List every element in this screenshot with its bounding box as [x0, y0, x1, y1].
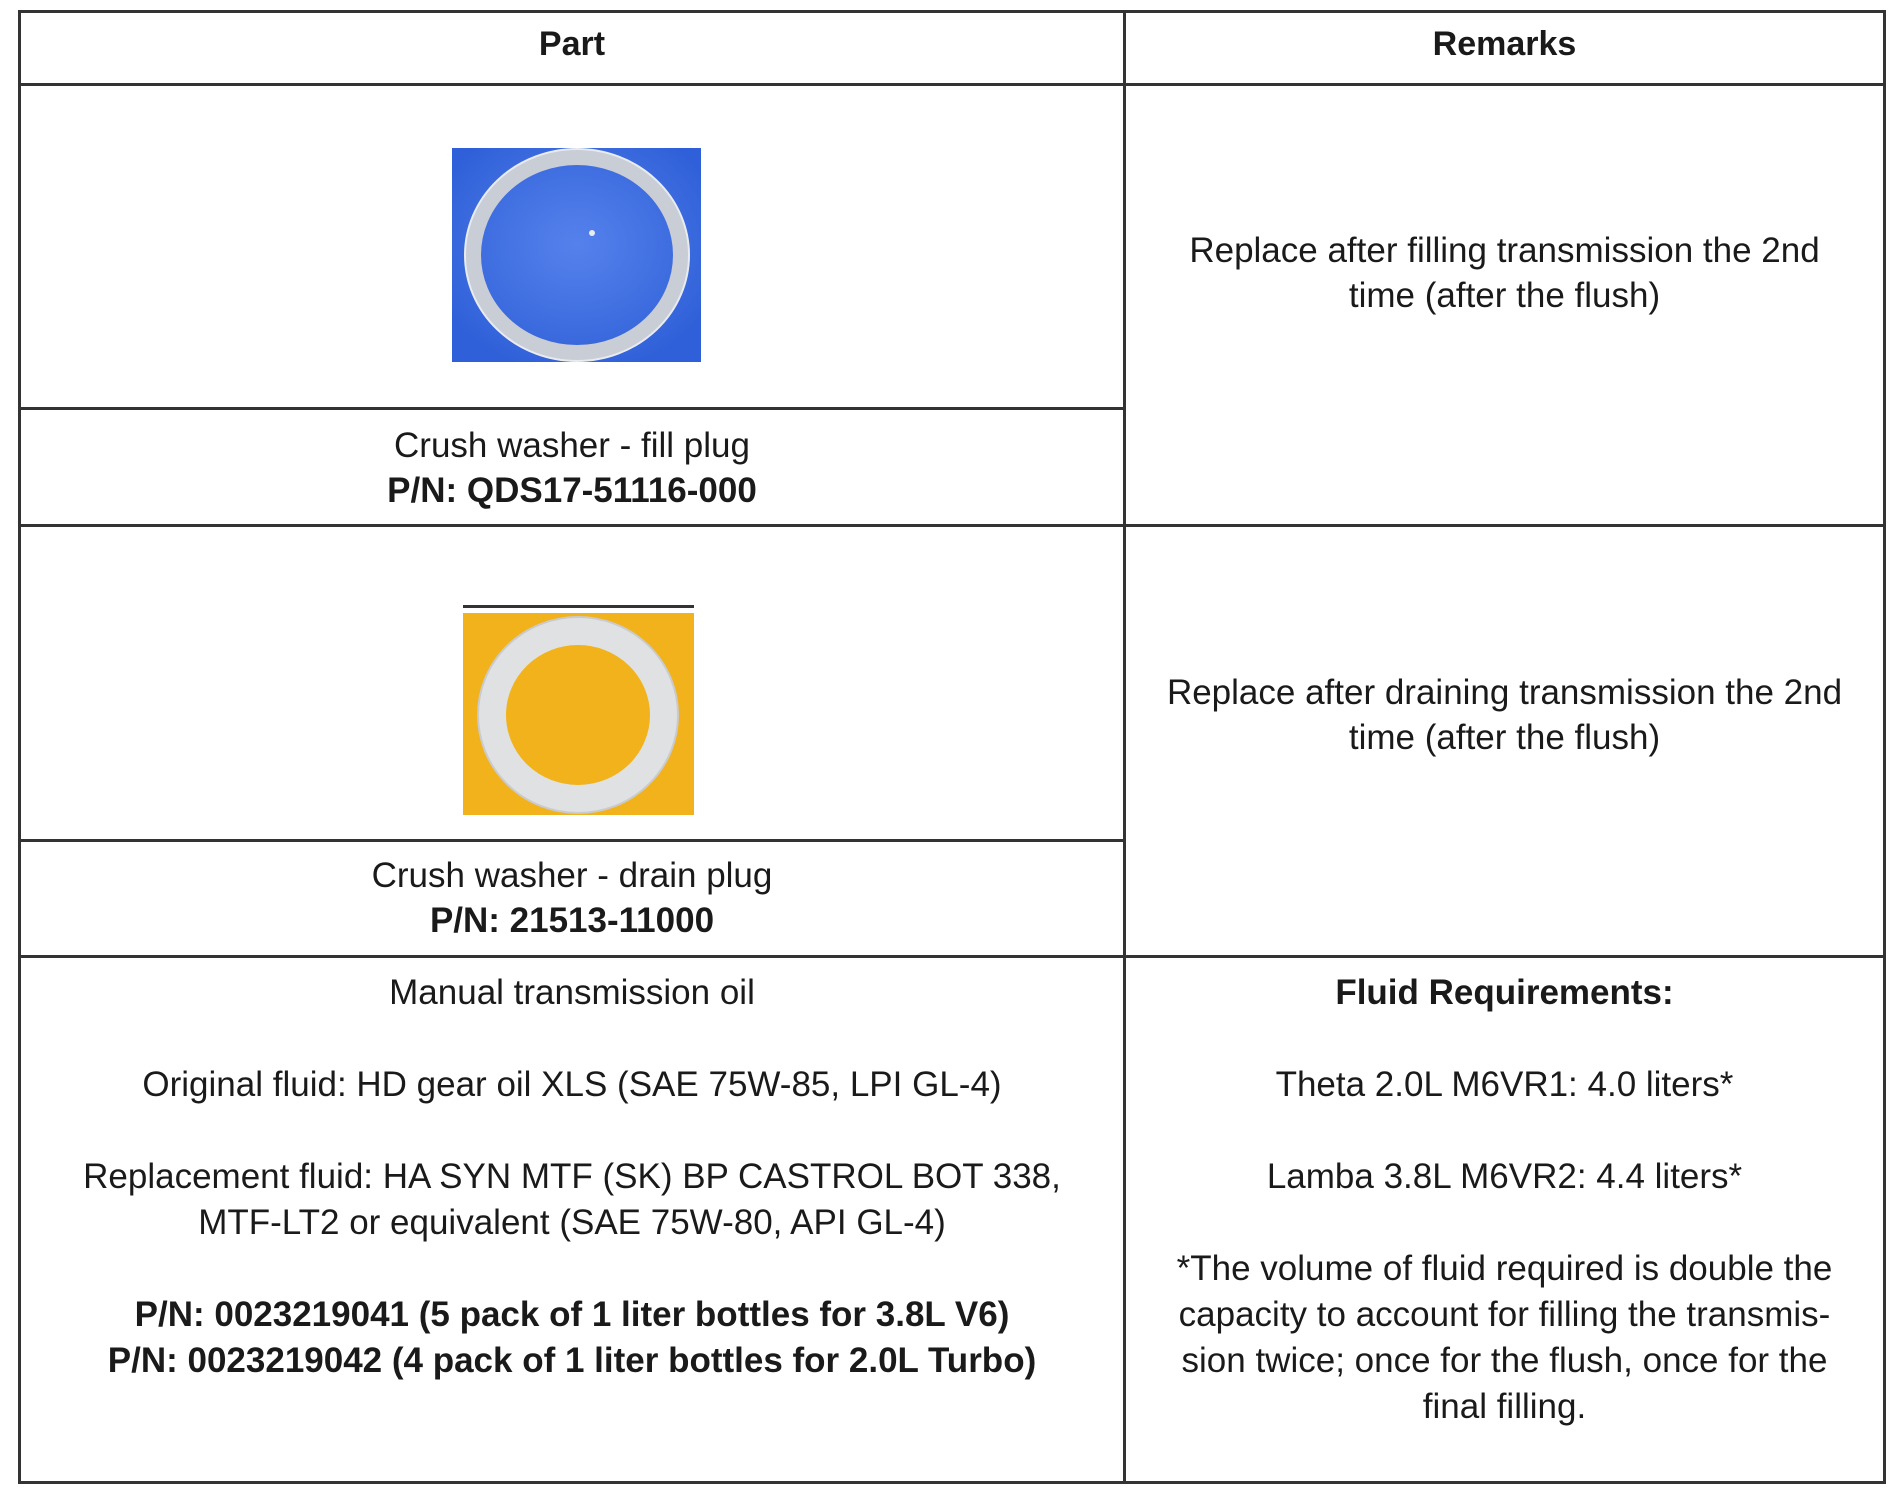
header-remarks: Remarks	[1432, 25, 1577, 63]
header-divider	[21, 83, 1883, 86]
fluid-replacement-line2: MTF-LT2 or equivalent (SAE 75W-80, API GL-4)	[198, 1203, 946, 1242]
part-number-fill-plug: P/N: QDS17-51116-000	[387, 471, 757, 510]
header-part: Part	[538, 25, 606, 63]
fluid-part-number-1: P/N: 0023219041 (5 pack of 1 liter bottles for 3.8L V6)	[134, 1295, 1010, 1334]
remark-fill-plug-line1: Replace after filling transmission the 2nd	[1189, 231, 1820, 270]
crush-washer-drain-plug-photo	[463, 605, 694, 815]
requirements-note-line1: *The volume of fluid required is double the	[1176, 1249, 1833, 1288]
crush-washer-fill-plug-photo	[452, 148, 701, 362]
row2-divider	[21, 955, 1883, 958]
fluid-replacement-line1: Replacement fluid: HA SYN MTF (SK) BP CASTROL BOT 338,	[83, 1157, 1061, 1196]
washer-icon	[452, 148, 701, 362]
requirements-note-line3: sion twice; once for the flush, once for the	[1181, 1341, 1828, 1380]
part-number-drain-plug: P/N: 21513-11000	[429, 901, 715, 940]
fluid-part-number-2: P/N: 0023219042 (4 pack of 1 liter bottles for 2.0L Turbo)	[107, 1341, 1037, 1380]
row2-inner-divider	[21, 839, 1123, 842]
fluid-title: Manual transmission oil	[389, 973, 755, 1012]
requirements-title: Fluid Requirements:	[1335, 973, 1674, 1012]
fluid-original: Original fluid: HD gear oil XLS (SAE 75W-85, LPI GL-4)	[142, 1065, 1002, 1104]
remark-drain-plug-line1: Replace after draining transmission the 2nd	[1166, 673, 1843, 712]
washer-icon	[463, 605, 694, 815]
remark-fill-plug-line2: time (after the flush)	[1348, 276, 1661, 315]
requirements-lamba: Lamba 3.8L M6VR2: 4.4 liters*	[1266, 1157, 1743, 1196]
part-name-drain-plug: Crush washer - drain plug	[371, 856, 773, 895]
requirements-theta: Theta 2.0L M6VR1: 4.0 liters*	[1275, 1065, 1734, 1104]
row1-divider	[21, 524, 1883, 527]
remark-drain-plug-line2: time (after the flush)	[1348, 718, 1661, 757]
row1-inner-divider	[21, 407, 1123, 410]
parts-table	[18, 10, 1886, 1484]
requirements-note-line4: final filling.	[1422, 1387, 1587, 1426]
part-name-fill-plug: Crush washer - fill plug	[394, 426, 750, 465]
requirements-note-line2: capacity to account for filling the transmis-	[1178, 1295, 1831, 1334]
